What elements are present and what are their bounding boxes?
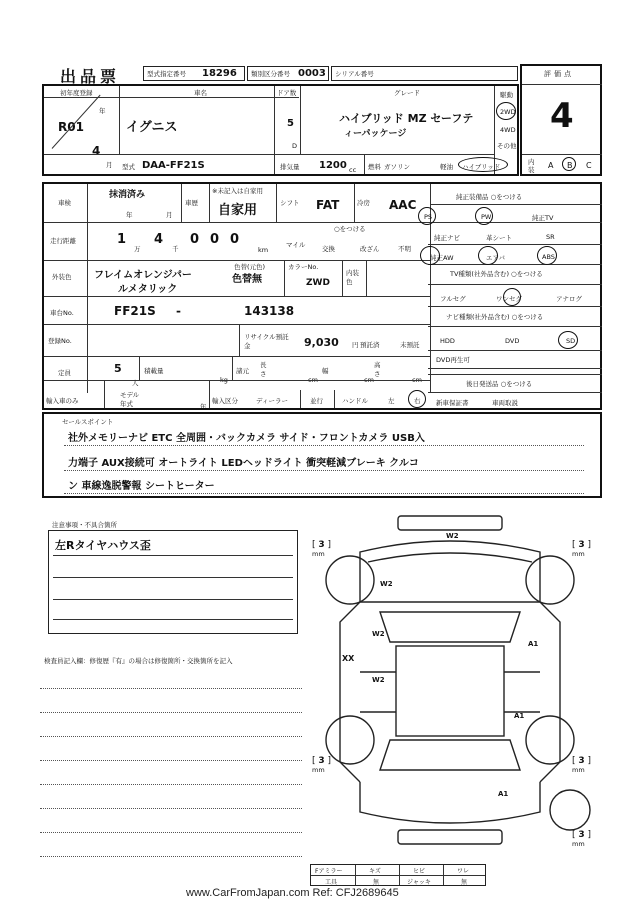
car-damage-diagram xyxy=(300,512,600,860)
navi-sd-circle xyxy=(558,331,578,349)
fuel-gasoline: ガソリン xyxy=(384,163,410,171)
damage-mark-rear-bumper: A1 xyxy=(498,790,509,798)
equip-leather: 革シート xyxy=(486,234,512,242)
genuine-title: 純正装備品 ○をつける xyxy=(456,193,523,201)
mileage-unit-sen: 千 xyxy=(172,245,179,253)
mileage-digit-5: 0 xyxy=(230,232,240,247)
handle-circle xyxy=(408,390,426,408)
recycle-unit: 円 xyxy=(352,341,359,349)
equip-airbag: エアバ xyxy=(486,254,505,262)
car-name: イグニス xyxy=(126,120,178,135)
first-reg-label: 初年度登録 xyxy=(60,89,93,97)
interior-grade-circle xyxy=(562,157,576,171)
recycle-value: 9,030 xyxy=(304,336,339,349)
interior-grade-a: A xyxy=(548,161,554,170)
inspection-label: 車検 xyxy=(58,199,71,207)
tire-spare: [ 3 ] mm xyxy=(572,830,592,848)
mileage-digit-2: 4 xyxy=(154,232,164,247)
equip-aw: 純正AW xyxy=(430,254,454,262)
damage-mark-right-front-door: A1 xyxy=(528,640,539,648)
category-no-box xyxy=(247,66,329,81)
equip-tv: 純正TV xyxy=(532,214,554,222)
navi-dvd: DVD xyxy=(505,337,520,345)
category-no-label: 類別区分番号 xyxy=(251,70,290,78)
equip-abs: ABS xyxy=(542,253,555,261)
damage-mark-front-bumper: W2 xyxy=(446,532,459,540)
equip-abs-circle xyxy=(537,246,557,265)
import-type-parallel: 並行 xyxy=(310,397,323,405)
mileage-check-unknown: 不明 xyxy=(398,245,411,253)
recycle-label: リサイクル預託金 xyxy=(244,333,289,350)
legend-value-4: 無 xyxy=(461,879,468,886)
grade-line-1: ハイブリッド MZ セーフテ xyxy=(339,112,474,125)
legend-header-2: キズ xyxy=(369,868,381,875)
car-name-label: 車名 xyxy=(194,89,207,97)
tire-spare-value: 3 xyxy=(578,830,585,840)
sales-line-3: ン 車線逸脱警報 シートヒーター xyxy=(68,481,215,492)
usage-label: 車歴 xyxy=(185,199,198,207)
load-unit: kg xyxy=(220,376,228,384)
equip-navi: 純正ナビ xyxy=(434,234,460,242)
chassis-label: 車台No. xyxy=(50,309,74,317)
capacity-value: 5 xyxy=(114,362,122,375)
mileage-digit-4: 0 xyxy=(210,232,220,247)
tire-spare-unit: mm xyxy=(572,840,585,848)
drive-4wd: 4WD xyxy=(500,126,516,134)
mileage-label: 走行距離 xyxy=(50,237,76,245)
tire-front-left-value: 3 xyxy=(318,540,325,550)
interior-grade-c: C xyxy=(586,161,592,170)
score-label: 評価点 xyxy=(544,70,574,78)
mileage-digit-1: 1 xyxy=(117,232,127,247)
mileage-check-tamper: 改ざん xyxy=(360,245,380,253)
displacement-label: 排気量 xyxy=(280,163,300,171)
dim-height-unit: cm xyxy=(412,376,422,384)
chassis-model: FF21S xyxy=(114,304,156,318)
dim-length-label: 長さ xyxy=(260,361,267,378)
color-no-value: ZWD xyxy=(306,278,330,288)
mileage-unit-man: 万 xyxy=(134,245,141,253)
legend-header-4: ワレ xyxy=(457,868,470,875)
cc-unit: cc xyxy=(349,166,357,174)
tire-rear-right-unit: mm xyxy=(572,766,585,774)
door-suffix: D xyxy=(292,142,298,150)
interior-grade-label: 内装 xyxy=(528,158,535,174)
tire-front-left: [ 3 ] mm xyxy=(312,540,332,558)
notes-text: 左Rタイヤハウス歪 xyxy=(55,539,151,552)
tire-rear-right-value: 3 xyxy=(578,756,585,766)
equip-aw-circle xyxy=(420,246,440,265)
color-change-value: 色替無 xyxy=(232,274,262,285)
tire-front-right: [ 3 ] mm xyxy=(572,540,592,558)
capacity-label: 定員 xyxy=(58,369,71,377)
dim-height-label: 高さ xyxy=(374,361,381,378)
grade-label: グレード xyxy=(394,89,420,97)
registration-no: 18296 xyxy=(202,68,237,79)
mile-label: マイル xyxy=(286,241,306,249)
legend-header-1: Fアミラー xyxy=(315,868,343,875)
damage-mark-left-front-door: W2 xyxy=(372,630,385,638)
color-no-label: カラーNo. xyxy=(288,263,319,271)
dim-width-unit: cm xyxy=(364,376,374,384)
load-label: 積載量 xyxy=(144,367,164,375)
navi-title: ナビ種類(社外品含む) ○をつける xyxy=(446,313,544,321)
interior-color-label: 内装色 xyxy=(346,269,359,286)
sheet-title: 出品票 xyxy=(60,67,121,86)
tv-analog: アナログ xyxy=(556,295,582,303)
drive-label: 駆動 xyxy=(500,91,513,99)
category-no: 0003 xyxy=(298,68,326,79)
tire-rear-right: [ 3 ] mm xyxy=(572,756,592,774)
handle-right: 右 xyxy=(414,397,421,405)
docs-manual: 車両取説 xyxy=(492,399,518,407)
drive-2wd: 2WD xyxy=(500,108,516,116)
grade-line-2: ィーパッケージ xyxy=(344,129,407,139)
import-type-dealer: ディーラー xyxy=(256,397,288,405)
fuel-label: 燃料 xyxy=(368,163,381,171)
dvd-label: DVD再生可 xyxy=(436,356,470,364)
chassis-dash: - xyxy=(176,304,181,318)
recycle-not-deposited: 未預託 xyxy=(400,341,420,349)
tire-rear-left-value: 3 xyxy=(318,756,325,766)
sales-line-2: 力端子 AUX接続可 オートライト LEDヘッドライト 衝突軽減ブレーキ クルコ xyxy=(68,458,419,469)
legend-value-3: ジャッキ xyxy=(407,879,431,886)
model-value: DAA-FF21S xyxy=(142,160,205,171)
equip-ps: PS xyxy=(424,213,433,221)
ac-label: 冷房 xyxy=(357,199,370,207)
mileage-digit-3: 0 xyxy=(190,232,200,247)
color-line-1: フレイムオレンジパー xyxy=(94,270,192,281)
legend-value-1: 工具 xyxy=(325,879,338,886)
tv-fullseg: フルセグ xyxy=(440,295,466,303)
import-type-label: 輸入区分 xyxy=(212,397,238,405)
interior-grade-b: B xyxy=(567,161,573,170)
first-reg-year: R01 xyxy=(58,120,84,134)
sales-line-1: 社外メモリーナビ ETC 全周囲・バックカメラ サイド・フロントカメラ USB入 xyxy=(68,433,425,444)
month-unit: 月 xyxy=(106,161,113,169)
damage-mark-left-sill: XX xyxy=(342,654,355,663)
damage-mark-left-rear-door: W2 xyxy=(372,676,385,684)
year-unit: 年 xyxy=(99,107,106,115)
tire-front-right-value: 3 xyxy=(578,540,585,550)
door-count: 5 xyxy=(287,118,294,129)
sales-points-block xyxy=(42,412,602,498)
registration-no-label: 型式指定番号 xyxy=(147,70,186,78)
first-reg-month: 4 xyxy=(92,144,101,158)
equip-ps-circle xyxy=(418,207,436,225)
legend-table xyxy=(310,864,486,886)
inspection-year-unit: 年 xyxy=(126,211,133,219)
handle-label: ハンドル xyxy=(342,397,368,405)
inspection-value: 抹消済み xyxy=(109,190,146,200)
damage-mark-right-rear-fender: A1 xyxy=(514,712,525,720)
dim-width-label: 幅 xyxy=(322,367,329,375)
fuel-hybrid: ハイブリッド xyxy=(462,163,501,171)
equip-pw: PW xyxy=(481,213,492,221)
sales-points-label: セールスポイント xyxy=(62,418,114,426)
docs-title: 後日発送品 ○をつける xyxy=(466,380,533,388)
chassis-number: 143138 xyxy=(244,304,295,318)
fuel-circle xyxy=(458,157,508,172)
tire-front-left-unit: mm xyxy=(312,550,325,558)
recycle-deposited: 預託済 xyxy=(360,341,380,349)
shift-value: FAT xyxy=(316,198,340,212)
damage-mark-left-front-fender: W2 xyxy=(380,580,393,588)
tv-oneseg: ワンセグ xyxy=(496,295,522,303)
handle-left: 左 xyxy=(388,397,395,405)
ac-value: AAC xyxy=(389,198,417,212)
score-value: 4 xyxy=(550,96,574,136)
shift-label: シフト xyxy=(280,199,300,207)
color-line-2: ルメタリック xyxy=(118,284,178,295)
reg-no-label: 登録No. xyxy=(48,337,72,345)
docs-warranty: 新車保証書 xyxy=(436,399,469,407)
equip-sr: SR xyxy=(546,233,555,241)
equip-airbag-circle xyxy=(478,246,498,265)
import-label: 輸入車のみ xyxy=(46,397,79,405)
legend-value-2: 無 xyxy=(373,879,380,886)
model-year-unit: 年 xyxy=(200,403,207,411)
color-label: 外装色 xyxy=(52,273,72,281)
mileage-check-title: ○をつける xyxy=(334,225,366,233)
displacement-value: 1200 xyxy=(319,160,347,171)
notes-box xyxy=(48,530,298,634)
notes-label: 注意事項・不具合箇所 xyxy=(52,521,117,529)
tire-rear-left: [ 3 ] mm xyxy=(312,756,332,774)
model-year-label: モデル年式 xyxy=(120,391,140,408)
serial-box xyxy=(331,66,518,81)
dim-length-unit: cm xyxy=(308,376,318,384)
registration-no-box xyxy=(143,66,245,81)
tv-title: TV種類(社外品含む) ○をつける xyxy=(450,270,543,278)
inspector-label: 検査員記入欄：修復歴『有』の場合は修復箇所・交換箇所を記入 xyxy=(44,657,233,665)
score-box xyxy=(520,64,602,176)
model-label: 型式 xyxy=(122,163,135,171)
serial-label: シリアル番号 xyxy=(335,70,374,78)
drive-circle xyxy=(496,102,516,120)
color-change-label: 色替(元色) xyxy=(234,263,266,271)
tv-oneseg-circle xyxy=(503,288,521,306)
navi-sd: SD xyxy=(566,337,576,345)
capacity-unit: 人 xyxy=(132,379,139,387)
usage-note: ※未記入は自家用 xyxy=(212,187,263,195)
dims-label: 諸元 xyxy=(236,367,249,375)
drive-other: その他 xyxy=(497,142,517,150)
tire-front-right-unit: mm xyxy=(572,550,585,558)
tire-rear-left-unit: mm xyxy=(312,766,325,774)
navi-hdd: HDD xyxy=(440,337,455,345)
inspection-month-unit: 月 xyxy=(166,211,173,219)
mileage-check-exchange: 交換 xyxy=(322,245,335,253)
legend-header-3: ヒビ xyxy=(413,868,426,875)
watermark: www.CarFromJapan.com Ref: CFJ2689645 xyxy=(186,887,399,899)
equip-pw-circle xyxy=(475,207,493,225)
door-label: ドア数 xyxy=(277,89,297,97)
usage-value: 自家用 xyxy=(218,203,258,218)
vehicle-block xyxy=(42,84,519,176)
mileage-km: km xyxy=(258,246,269,254)
fuel-diesel: 軽油 xyxy=(440,163,453,171)
